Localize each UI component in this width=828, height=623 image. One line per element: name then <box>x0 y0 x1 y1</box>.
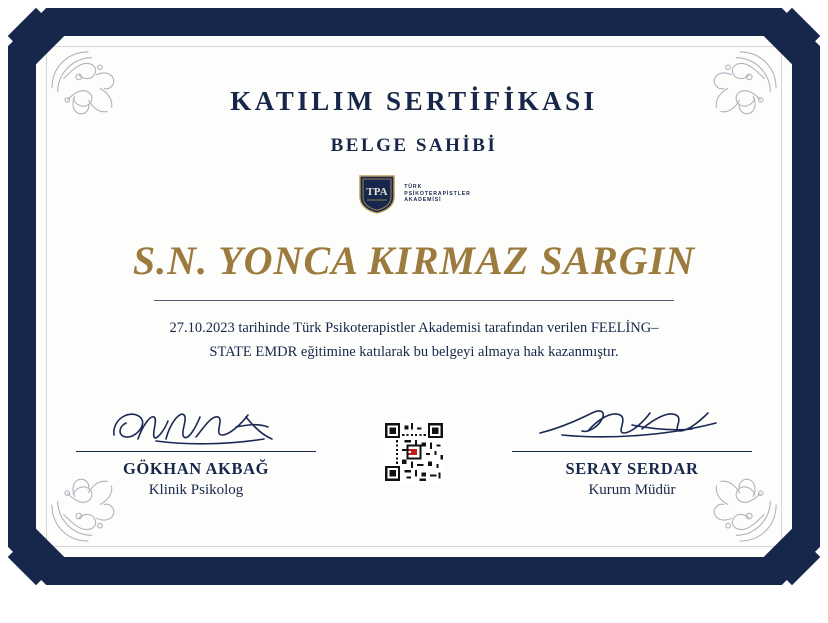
signature-left <box>76 405 316 499</box>
organization-logo <box>357 173 471 215</box>
signatory-name: GÖKHAN AKBAĞ <box>122 459 270 478</box>
signature-line <box>512 451 752 452</box>
signatory-role: Kurum Müdür <box>588 482 676 498</box>
shield-icon <box>357 173 397 215</box>
certificate-title: KATILIM SERTİFİKASI <box>230 86 598 116</box>
signatory-name: SERAY SERDAR <box>565 459 699 478</box>
qr-code[interactable] <box>383 421 445 483</box>
certificate-paper <box>36 36 792 557</box>
recipient-name: S.N. YONCA KIRMAZ SARGIN <box>132 238 696 283</box>
signature-block <box>76 405 752 499</box>
signature-right <box>512 405 752 499</box>
organization-name <box>404 184 471 204</box>
certificate-border <box>8 8 820 585</box>
signature-mark-icon <box>532 405 732 449</box>
certificate-subtitle: BELGE SAHİBİ <box>330 135 498 156</box>
logo-line-2: PSİKOTERAPİSTLER <box>404 190 471 197</box>
logo-monogram: TPA <box>366 186 388 198</box>
signatory-role: Klinik Psikolog <box>148 482 244 498</box>
signature-mark-icon <box>96 405 296 449</box>
divider-rule <box>154 300 674 301</box>
signature-line <box>76 451 316 452</box>
logo-line-1: TÜRK <box>404 184 423 191</box>
logo-line-3: AKADEMİSİ <box>404 197 442 204</box>
certificate-body-text: 27.10.2023 tarihinde Türk Psikoterapistler Akademisi tarafından verilen FEELİNG–STATE EMDR eğitimine katılarak bu belgeyi almaya hak kazanmıştır. <box>169 320 659 360</box>
